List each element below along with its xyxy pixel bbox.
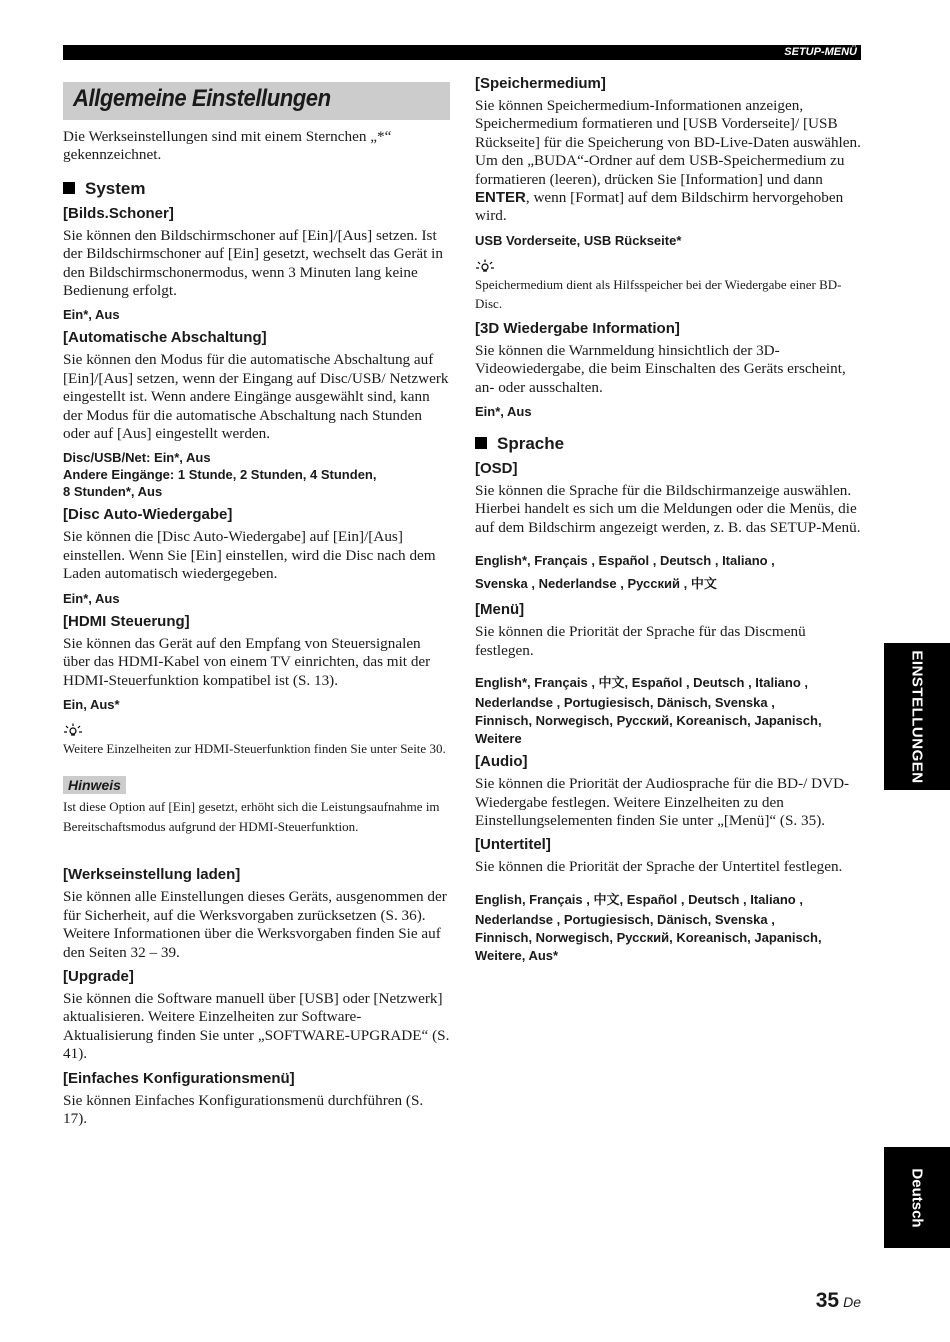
menu-options-1: English*, Français , 中文, Español , Deutsch , Italiano , bbox=[475, 675, 809, 691]
subtitle-options-2: Nederlandse , Portugiesisch, Dänisch, Svenska , bbox=[475, 911, 775, 927]
disc-auto-text: Sie können die [Disc Auto-Wiedergabe] auf [Ein]/[Aus] einstellen. Wenn Sie [Ein] einstellen, wird die Disc nach dem Laden automatisch wiedergegeben. bbox=[63, 528, 436, 583]
note-label: Hinweis bbox=[63, 776, 126, 794]
factory-title: [Werkseinstellung laden] bbox=[63, 866, 241, 884]
osd-options-2: Svenska , Nederlandse , Русский , 中文 bbox=[475, 576, 717, 592]
disc-auto-options: Ein*, Aus bbox=[63, 590, 120, 606]
header-label: SETUP-MENÜ bbox=[784, 46, 857, 58]
audio-text: Sie können die Priorität der Audiosprache für die BD-/ DVD-Wiedergabe festlegen. Weitere Einzelheiten zu den Einstellungselementen finden Sie unter „[Menü]“ (S. 35). bbox=[475, 775, 850, 829]
bilds-title: [Bilds.Schoner] bbox=[63, 204, 174, 222]
easy-config-text: Sie können Einfaches Konfigurationsmenü durchführen (S. 17). bbox=[63, 1091, 424, 1128]
audio-title: [Audio] bbox=[475, 753, 528, 771]
note-text: Ist diese Option auf [Ein] gesetzt, erhöht sich die Leistungsaufnahme im Bereitschaftsmodus aufgrund der HDMI-Steuerfunktion. bbox=[63, 799, 440, 834]
menu-options-4: Weitere bbox=[475, 731, 522, 747]
disc-auto-title: [Disc Auto-Wiedergabe] bbox=[63, 506, 233, 524]
side-tab-language bbox=[884, 1147, 950, 1248]
storage-tip-text: Speichermedium dient als Hilfsspeicher bei der Wiedergabe einer BD-Disc. bbox=[475, 276, 842, 312]
page-number bbox=[816, 1289, 861, 1313]
subtitle-text: Sie können die Priorität der Sprache der Untertitel festlegen. bbox=[475, 858, 843, 876]
system-heading: System bbox=[63, 179, 450, 199]
storage-text-2: Um den „BUDA“-Ordner auf dem USB-Speichermedium zu formatieren (leeren), drücken Sie [Information] und dann ENTER, wenn [Format] auf dem Bildschirm hervorgehoben wird. bbox=[475, 152, 845, 225]
side-tab-settings-label: EINSTELLUNGEN bbox=[908, 649, 926, 784]
bilds-text: Sie können den Bildschirmschoner auf [Ein]/[Aus] setzen. Ist der Bildschirmschoner auf [Ein] gesetzt, wechselt das Gerät in den Bildschirmschonermodus, wenn 3 Minuten lang keine Bedienung erfolgt. bbox=[63, 226, 443, 300]
upgrade-title: [Upgrade] bbox=[63, 968, 134, 986]
easy-config-title: [Einfaches Konfigurationsmenü] bbox=[63, 1069, 295, 1087]
menu-options-2: Nederlandse , Portugiesisch, Dänisch, Svenska , bbox=[475, 695, 775, 711]
info3d-title: [3D Wiedergabe Information] bbox=[475, 319, 680, 337]
info3d-text: Sie können die Warnmeldung hinsichtlich der 3D-Videowiedergabe, die beim Einschalten des Geräts erscheint, an- oder ausschalten. bbox=[475, 341, 846, 396]
menu-title: [Menü] bbox=[475, 601, 525, 619]
tip-lightbulb-icon bbox=[475, 259, 495, 273]
info3d-options: Ein*, Aus bbox=[475, 404, 532, 420]
square-bullet-icon bbox=[63, 182, 75, 194]
auto-off-options-2: Andere Eingänge: 1 Stunde, 2 Stunden, 4 Stunden, bbox=[63, 467, 377, 483]
side-tab-language-label: Deutsch bbox=[908, 1167, 926, 1228]
header-bar bbox=[63, 45, 861, 60]
page-title: Allgemeine Einstellungen bbox=[73, 85, 331, 112]
language-heading: Sprache bbox=[475, 434, 861, 454]
storage-title: [Speichermedium] bbox=[475, 75, 606, 92]
osd-text: Sie können die Sprache für die Bildschirmanzeige auswählen. Hierbei handelt es sich um die Meldungen oder die Menüs, die auf dem Bildschirm angezeigt werden, z. B. das SETUP-Menü. bbox=[475, 482, 861, 536]
intro-text: Die Werkseinstellungen sind mit einem Sternchen „*“ gekennzeichnet. bbox=[63, 128, 392, 164]
menu-text: Sie können die Priorität der Sprache für das Discmenü festlegen. bbox=[475, 623, 806, 659]
upgrade-text: Sie können die Software manuell über [USB] oder [Netzwerk] aktualisieren. Weitere Einzelheiten zur Software-Aktualisierung finden Sie unter „SOFTWARE-UPGRADE“ (S. 41). bbox=[63, 990, 450, 1063]
side-tab-settings bbox=[884, 643, 950, 790]
osd-options-1: English*, Français , Español , Deutsch , Italiano , bbox=[475, 553, 775, 569]
subtitle-options-4: Weitere, Aus* bbox=[475, 947, 559, 963]
left-column bbox=[63, 75, 450, 1128]
tip-lightbulb-icon bbox=[63, 723, 83, 737]
hdmi-options: Ein, Aus* bbox=[63, 696, 120, 712]
bilds-options: Ein*, Aus bbox=[63, 307, 120, 323]
subtitle-options-1: English, Français , 中文, Español , Deutsch , Italiano , bbox=[475, 891, 803, 907]
auto-off-text: Sie können den Modus für die automatische Abschaltung auf [Ein]/[Aus] setzen, wenn der Eingang auf Disc/USB/ Netzwerk eingestellt ist. Wenn andere Eingänge ausgewählt sind, kann der Modus für die automatische Abschaltung nach Stunden oder auf [Aus] eingestellt werden. bbox=[63, 351, 449, 443]
hdmi-text: Sie können das Gerät auf den Empfang von Steuersignalen über das HDMI-Kabel von einem TV einrichten, das mit der HDMI-Steuerfunktion kompatibel ist (S. 13). bbox=[63, 634, 431, 689]
auto-off-options-3: 8 Stunden*, Aus bbox=[63, 484, 163, 500]
osd-title: [OSD] bbox=[475, 460, 518, 478]
storage-text-1: Sie können Speichermedium-Informationen anzeigen, Speichermedium formatieren und [USB Vorderseite]/ [USB Rückseite] für die Speicherung von BD-Live-Daten auswählen. bbox=[475, 97, 861, 151]
auto-off-options-1: Disc/USB/Net: Ein*, Aus bbox=[63, 450, 211, 466]
hdmi-title: [HDMI Steuerung] bbox=[63, 612, 190, 630]
right-column bbox=[475, 75, 861, 968]
subtitle-options-3: Finnisch, Norwegisch, Русский, Koreanisch, Japanisch, bbox=[475, 929, 822, 945]
hdmi-tip-text: Weitere Einzelheiten zur HDMI-Steuerfunktion finden Sie unter Seite 30. bbox=[63, 740, 446, 756]
menu-options-3: Finnisch, Norwegisch, Русский, Koreanisch, Japanisch, bbox=[475, 713, 822, 729]
enter-key-label: ENTER bbox=[475, 189, 526, 207]
storage-options: USB Vorderseite, USB Rückseite* bbox=[475, 232, 682, 248]
square-bullet-icon bbox=[475, 437, 487, 449]
page-number-lang: De bbox=[843, 1294, 861, 1310]
page-number-value: 35 bbox=[815, 1289, 840, 1312]
auto-off-title: [Automatische Abschaltung] bbox=[63, 329, 267, 347]
page-title-box bbox=[63, 82, 450, 120]
factory-text: Sie können alle Einstellungen dieses Geräts, ausgenommen der für Sicherheit, auf die Werksvorgaben zurücksetzen (S. 36). Weitere Informationen über die Werksvorgaben finden Sie auf den Seiten 32 – 39. bbox=[63, 888, 447, 961]
subtitle-title: [Untertitel] bbox=[475, 836, 551, 854]
